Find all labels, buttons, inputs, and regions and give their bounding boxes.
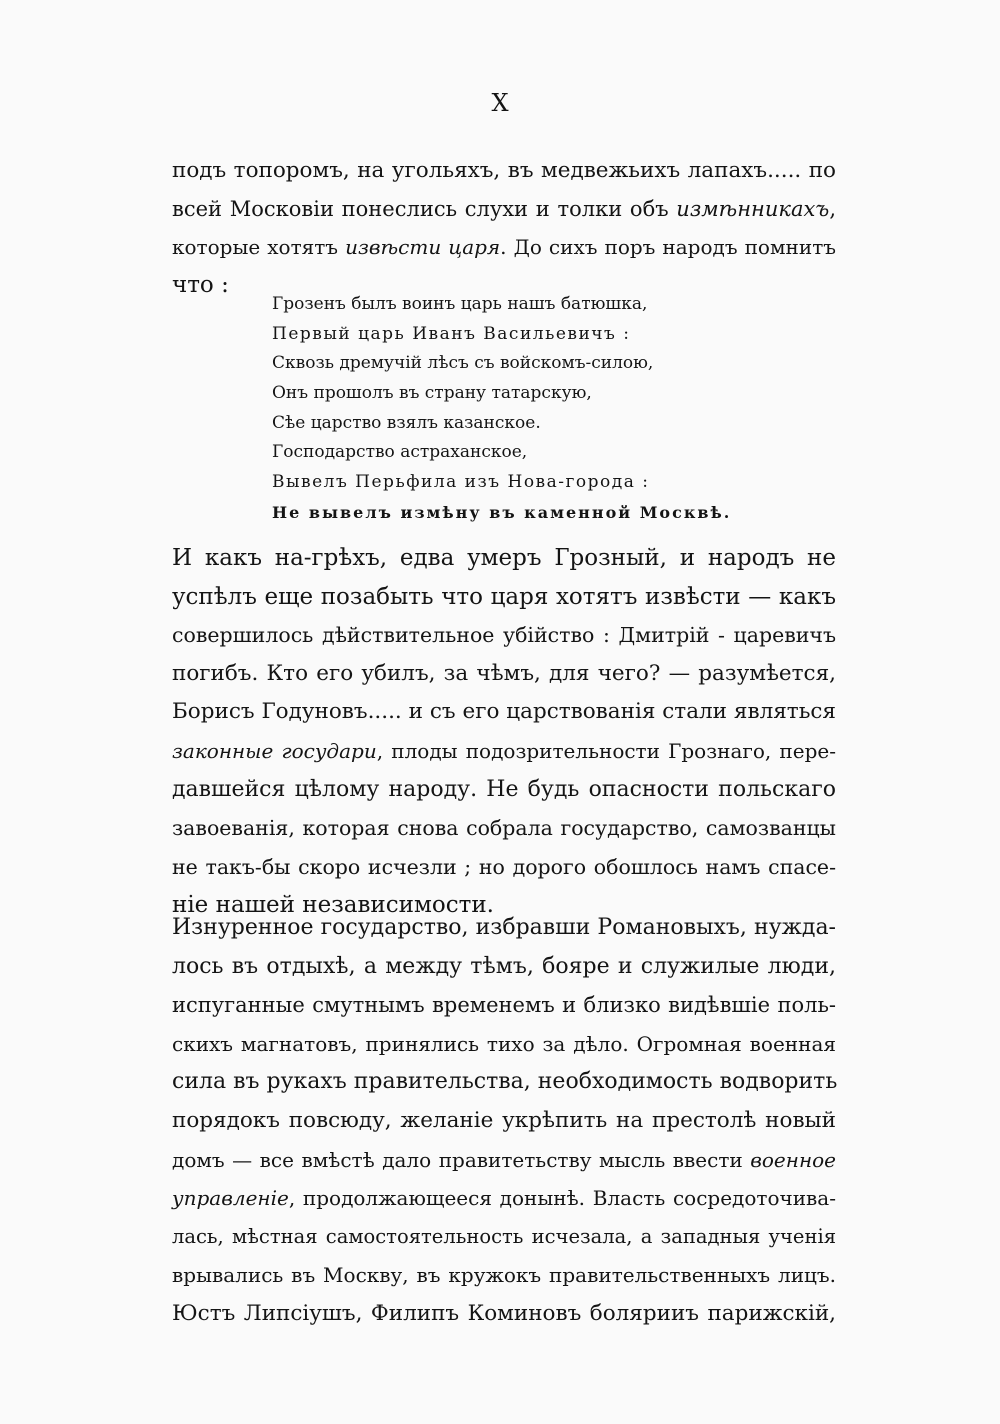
page-number: X <box>491 89 509 117</box>
italic-term: измѣнникахъ <box>676 197 830 221</box>
text-line: скихъ магнатовъ, принялись тихо за дѣло. Огромная военная <box>172 1031 836 1056</box>
paragraph-2 <box>172 909 836 1334</box>
intro-paragraph <box>172 152 836 304</box>
text-line: завоеванія, которая снова собрала государство, самозванцы <box>172 816 836 841</box>
text-line: И какъ на-грѣхъ, едва умеръ Грозный, и народъ не <box>172 545 836 571</box>
verse-line: Грозенъ былъ воинъ царь нашъ батюшка, <box>272 294 648 314</box>
text-line: успѣлъ еще позабыть что царя хотятъ извѣсти — какъ <box>172 583 836 610</box>
text-line: порядокъ повсюду, желаніе укрѣпить на престолѣ новый <box>172 1107 836 1133</box>
italic-term: военное <box>750 1147 836 1172</box>
verse-line: Вывелъ Перьфила изъ Нова-города : <box>272 472 650 493</box>
text-line: домъ — все вмѣстѣ дало правитетьству мысль ввести военное <box>172 1147 836 1172</box>
verse-block <box>272 290 732 528</box>
text-line: врывались въ Москву, въ кружокъ правительственныхъ лицъ. <box>172 1263 836 1288</box>
text-line: лась, мѣстная самостоятельность исчезала, а западныя ученія <box>172 1224 836 1248</box>
paragraph-1 <box>172 539 836 925</box>
verse-line: Не вывелъ измѣну въ каменной Москвѣ. <box>272 502 732 522</box>
text-line: ніе нашей независимости. <box>172 892 494 919</box>
italic-term: управленіе <box>172 1186 289 1211</box>
text-line: сила въ рукахъ правительства, необходимость водворить <box>172 1069 838 1095</box>
text-line: Изнуренное государство, избравши Романовыхъ, нужда- <box>172 915 836 940</box>
text-line: управленіе, продолжающееся донынѣ. Власть сосредоточива- <box>172 1186 836 1211</box>
text-line: испуганные смутнымъ временемъ и близко видѣвшіе поль- <box>172 993 836 1018</box>
text-line: погибъ. Кто его убилъ, за чѣмъ, для чего? — разумѣется, <box>172 660 836 686</box>
text-line: всей Московіи понеслись слухи и толки объ измѣнникахъ, <box>172 197 836 221</box>
verse-line: Сквозь дремучій лѣсъ съ войскомъ-силою, <box>272 353 654 374</box>
text-line: подъ топоромъ, на угольяхъ, въ медвежьихъ лапахъ..... по <box>172 158 836 183</box>
text-line: что : <box>172 272 229 298</box>
text-line: законные государи, плоды подозрительности Грознаго, пере- <box>172 738 836 763</box>
verse-line: Первый царь Иванъ Васильевичъ : <box>272 323 631 344</box>
verse-line: Онъ прошолъ въ страну татарскую, <box>272 383 592 404</box>
text-line: Борисъ Годуновъ..... и съ его царствованія стали являться <box>172 699 836 725</box>
text-line: совершилось дѣйствительное убійство : Дмитрій - царевичъ <box>172 623 836 648</box>
text-line: Юстъ Липсіушъ, Филипъ Коминовъ болярииъ парижскій, <box>172 1300 836 1326</box>
italic-term: извѣсти царя <box>345 235 501 259</box>
text-line: не такъ-бы скоро исчезли ; но дорого обошлось намъ спасе- <box>172 854 836 879</box>
italic-term: законные государи <box>172 738 377 763</box>
text-line: которые хотятъ извѣсти царя. До сихъ поръ народъ помнитъ <box>172 235 836 259</box>
text-segment: всей Московіи понеслись слухи и толки объ <box>172 197 677 221</box>
text-line: давшейся цѣлому народу. Не будь опасности польскаго <box>172 776 836 802</box>
verse-line: Сѣе царство взялъ казанское. <box>272 412 541 433</box>
text-line: лось въ отдыхѣ, а между тѣмъ, бояре и служилые люди, <box>172 953 836 979</box>
verse-line: Господарство астраханское, <box>272 442 528 463</box>
